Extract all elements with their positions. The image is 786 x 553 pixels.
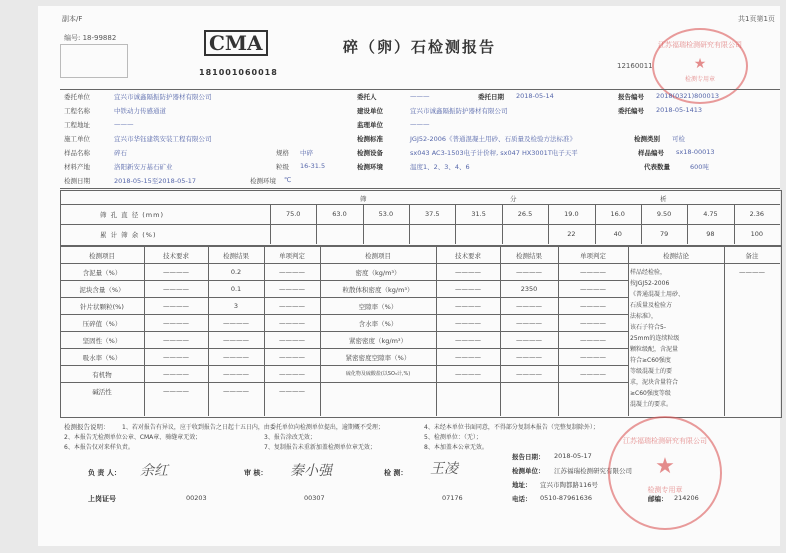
sieve-divider [687, 204, 688, 244]
tests-row-divider [60, 297, 628, 298]
category-label: 检测类别 [634, 135, 660, 143]
tests-right-item-cell: 紧密密度（kg/m³） [348, 337, 408, 345]
note-7: 7、复制报告未重新加盖检测单位章无效； [264, 444, 376, 451]
page-number: 共1页第1页 [738, 15, 775, 23]
construct-label: 施工单位 [64, 135, 90, 143]
tests-header-cell: 技术要求 [163, 252, 189, 260]
tests-header-cell: 单项判定 [279, 252, 305, 260]
tests-row-divider [60, 348, 628, 349]
client-value: 宜兴市诚鑫隔振防护器材有限公司 [114, 93, 212, 101]
conclusion-line: 《普通混凝土用砂、 [630, 291, 685, 298]
sieve-cum-cell: 22 [567, 230, 576, 238]
tests-left-req-cell: ———— [163, 319, 189, 327]
tests-row-divider [60, 280, 628, 281]
project-label: 工程名称 [64, 107, 90, 115]
tests-left-req-cell: ———— [163, 370, 189, 378]
sample-name-value: 碎石 [114, 149, 127, 157]
size-value: 16-31.5 [300, 162, 326, 170]
conclusion-line: ≥C60强度等级 [630, 390, 671, 397]
copy-mark: 副本/F [62, 15, 83, 23]
zip-value: 214206 [674, 494, 699, 502]
tests-left-req-cell: ———— [163, 285, 189, 293]
tests-right-item-cell: 硫化物及硫酸盐(以SO₃计,%) [345, 371, 411, 377]
sieve-size-row-label: 筛 孔 直 径 (mm) [100, 211, 164, 219]
build-unit-value: 宜兴市诚鑫隔振防护器材有限公司 [410, 107, 508, 115]
tests-right-judge-cell: ———— [580, 353, 606, 361]
sieve-group-label-2: 分 [510, 195, 517, 203]
cert-number-3: 07176 [442, 494, 463, 502]
review-label: 审 核： [244, 469, 268, 477]
rep-qty-value: 600吨 [690, 163, 709, 171]
tests-right-req-cell: ———— [455, 353, 481, 361]
tests-right-res-cell: ———— [516, 268, 542, 276]
tests-right-res-cell: 2350 [520, 285, 538, 293]
remark-value: ———— [739, 268, 765, 276]
tests-row-divider [60, 365, 628, 366]
conclusion-line: 该石子符合5- [630, 324, 666, 331]
tests-right-req-cell: ———— [455, 285, 481, 293]
entrust-date-label: 委托日期 [478, 93, 504, 101]
category-value: 可检 [672, 135, 685, 143]
temp-label: 检测环境 [250, 177, 276, 185]
sieve-group-label-3: 析 [660, 195, 667, 203]
sieve-size-cell: 63.0 [332, 210, 347, 218]
site-label: 工程地址 [64, 121, 90, 129]
temp-value: ℃ [284, 176, 292, 184]
doc-number: 编号: 18-99882 [64, 34, 117, 42]
tests-left-item-cell: 坚固性（%） [82, 337, 122, 345]
entrust-person-label: 委托人 [357, 93, 377, 101]
tests-left-item-cell: 含泥量（%） [82, 269, 122, 277]
sieve-size-cell: 9.50 [656, 210, 672, 218]
sieve-size-cell: 2.36 [749, 210, 765, 218]
tests-header-cell: 检测项目 [365, 252, 391, 260]
conclusion-line: 符合≥C60强度 [630, 357, 671, 364]
build-unit-label: 建设单位 [357, 107, 383, 115]
sample-code-label: 样品编号 [638, 149, 664, 157]
bottom-seal [608, 416, 722, 530]
tests-header-cell: 检测项目 [89, 252, 115, 260]
sieve-cum-cell: 40 [613, 230, 622, 238]
tests-row-divider [60, 263, 628, 264]
tests-left-item-cell: 泥块含量（%） [79, 286, 125, 294]
equipment-label: 检测设备 [357, 149, 383, 157]
sample-name-label: 样品名称 [64, 149, 90, 157]
tests-left-res-cell: 0.2 [230, 268, 242, 276]
top-seal-sub: 检测专用章 [684, 76, 715, 83]
equipment-value: sx043 AC3-1503电子计价秤, sx047 HX3001T电子天平 [410, 149, 578, 157]
tests-left-judge-cell: ———— [279, 285, 305, 293]
tests-row-divider [60, 314, 628, 315]
date-label: 检测日期 [64, 177, 90, 185]
cert-number-1: 00203 [186, 494, 207, 502]
report-date-label: 报告日期： [512, 453, 545, 461]
test-signature: 王凌 [430, 461, 458, 477]
tests-left-res-cell: ———— [223, 319, 249, 327]
note-8: 8、本加盖本公章无效。 [424, 444, 488, 451]
size-label: 粒级 [276, 163, 289, 171]
supervisor-value: ——— [410, 120, 430, 128]
tests-right-item-cell: 含水率（%） [358, 320, 398, 328]
tests-header-cell: 技术要求 [455, 252, 481, 260]
site-value: ——— [114, 120, 134, 128]
bottom-seal-text: 江苏福瑞检测研究有限公司 [623, 437, 707, 445]
unit-label: 检测单位： [512, 467, 545, 475]
note-1: 1、若对报告有异议，应于收到报告之日起十五日内，由委托单位向检测单位提出，逾期概不受理； [122, 424, 384, 431]
client-label: 委托单位 [64, 93, 90, 101]
tests-right-judge-cell: ———— [580, 370, 606, 378]
origin-label: 材料产地 [64, 163, 90, 171]
note-2: 2、本报告无检测单位公章、CMA章、骑缝章无效； [64, 434, 202, 441]
tests-row-divider [60, 382, 628, 383]
tests-right-res-cell: ———— [516, 336, 542, 344]
top-seal-text: 江苏福瑞检测研究有限公司 [658, 41, 742, 49]
tests-header-cell: 检测结论 [663, 252, 689, 260]
address-label: 地址： [512, 481, 532, 489]
unit-value: 江苏福瑞检测研究有限公司 [554, 467, 632, 475]
tests-right-req-cell: ———— [455, 336, 481, 344]
rep-qty-label: 代表数量 [644, 163, 670, 171]
tests-conclusion-divider [628, 263, 780, 264]
blank-box [60, 44, 128, 78]
top-seal-star: ★ [693, 56, 707, 72]
conclusion-line: 求，泥块含量符合 [630, 379, 679, 386]
tests-left-item-cell: 压碎值（%） [82, 320, 122, 328]
project-value: 中铁动力传感通道 [114, 107, 166, 115]
tests-left-res-cell: ———— [223, 387, 249, 395]
tests-row-divider [60, 331, 628, 332]
conclusion-line: 按JGJ52-2006 [630, 280, 670, 287]
note-4: 4、未经本单位书面同意，不得部分复制本报告（完整复制除外）； [424, 424, 599, 431]
cert-label: 上岗证号 [88, 495, 116, 503]
test-label: 检 测： [384, 469, 408, 477]
note-3: 3、报告涂改无效； [264, 434, 316, 441]
tests-right-judge-cell: ———— [580, 336, 606, 344]
sample-code-value: sx18-00013 [676, 148, 715, 156]
bottom-seal-star: ★ [655, 454, 675, 479]
bottom-seal-sub: 检测专用章 [647, 486, 683, 494]
cma-cert-number: 181001060018 [199, 68, 278, 77]
tests-left-res-cell: 0.1 [230, 285, 242, 293]
tests-left-res-cell: ———— [223, 370, 249, 378]
tests-left-res-cell: ———— [223, 353, 249, 361]
sieve-cum-row-label: 累 计 筛 余 (%) [100, 231, 157, 239]
tests-right-res-cell: ———— [516, 353, 542, 361]
tests-right-item-cell: 密度（kg/m³） [355, 269, 401, 277]
barcode-number: 12160011 [617, 62, 653, 70]
sieve-divider [641, 204, 642, 244]
tests-left-req-cell: ———— [163, 268, 189, 276]
sieve-divider [363, 204, 364, 244]
sample-no-label: 委托编号 [618, 107, 644, 115]
sieve-divider [316, 204, 317, 244]
address-value: 宜兴市陶都路116号 [540, 481, 598, 489]
report-title: 碎（卵）石检测报告 [343, 38, 497, 56]
tests-left-res-cell: 3 [233, 302, 239, 310]
sieve-group-label-1: 筛 [360, 195, 367, 203]
tests-left-judge-cell: ———— [279, 268, 305, 276]
tests-left-judge-cell: ———— [279, 387, 305, 395]
tests-left-req-cell: ———— [163, 387, 189, 395]
sieve-size-cell: 31.5 [471, 210, 486, 218]
standard-label: 检测标准 [357, 135, 383, 143]
sieve-size-cell: 53.0 [378, 210, 394, 218]
env-label: 检测环境 [357, 163, 383, 171]
conclusion-line: 混凝土的要求。 [630, 401, 673, 408]
sieve-size-cell: 37.5 [425, 210, 440, 218]
approve-label: 负 责 人： [88, 469, 121, 477]
cma-logo: CMA [204, 30, 268, 56]
date-value: 2018-05-15至2018-05-17 [114, 177, 197, 185]
zip-label: 邮编： [648, 495, 668, 503]
grade-label: 规格 [276, 149, 289, 157]
tests-col-divider [628, 246, 629, 416]
sieve-size-cell: 26.5 [517, 210, 533, 218]
sieve-divider [502, 204, 503, 244]
report-paper [38, 6, 780, 546]
tests-left-item-cell: 针片状颗粒(%) [80, 303, 124, 311]
tests-right-req-cell: ———— [455, 370, 481, 378]
tel-label: 电话： [512, 495, 532, 503]
tel-value: 0510-87961636 [540, 494, 592, 502]
tests-right-res-cell: ———— [516, 302, 542, 310]
standard-value: JGJ52-2006《普通混凝土用砂、石质量及检验方法标准》 [410, 135, 577, 143]
tests-header-cell: 单项判定 [580, 252, 606, 260]
tests-left-judge-cell: ———— [279, 302, 305, 310]
conclusion-line: 样品经检验， [630, 269, 667, 276]
supervisor-label: 监理单位 [357, 121, 383, 129]
tests-left-req-cell: ———— [163, 302, 189, 310]
tests-right-req-cell: ———— [455, 268, 481, 276]
env-value: 温度1、2、3、4、6 [410, 163, 470, 171]
tests-header-cell: 备注 [745, 252, 759, 260]
conclusion-line: 颗粒级配，含泥量 [630, 346, 679, 353]
sieve-divider [409, 204, 410, 244]
notes-label: 检测报告说明： [64, 423, 110, 431]
grade-value: 中碎 [300, 149, 313, 157]
sieve-divider [595, 204, 596, 244]
review-signature: 秦小强 [290, 463, 332, 479]
sieve-cum-cell: 79 [659, 230, 669, 238]
sieve-divider [455, 204, 456, 244]
report-no-label: 报告编号 [618, 93, 644, 101]
tests-left-item-cell: 吸水率（%） [82, 354, 122, 362]
tests-right-item-cell: 空隙率（%） [358, 303, 398, 311]
tests-left-item-cell: 碱活性 [92, 388, 112, 396]
sieve-cum-cell: 100 [750, 230, 764, 238]
sieve-divider [548, 204, 549, 244]
tests-right-req-cell: ———— [455, 302, 481, 310]
tests-right-req-cell: ———— [455, 319, 481, 327]
tests-left-judge-cell: ———— [279, 336, 305, 344]
cert-number-2: 00307 [304, 494, 325, 502]
tests-right-item-cell: 紧密密度空隙率（%） [345, 354, 411, 362]
conclusion-line: 25mm的连续粒级 [630, 335, 680, 342]
sieve-cum-cell: 98 [706, 230, 715, 238]
sieve-size-cell: 75.0 [285, 210, 301, 218]
entrust-date-value: 2018-05-14 [516, 92, 554, 100]
tests-right-item-cell: 粒散体积密度（kg/m³） [342, 286, 414, 294]
sieve-size-cell: 19.0 [564, 210, 579, 218]
sample-no-value: 2018-05-1413 [656, 106, 703, 114]
note-5: 5、检测单位：（无）； [424, 434, 482, 441]
tests-right-judge-cell: ———— [580, 285, 606, 293]
note-6: 6、本报告仅对来样负责。 [64, 444, 134, 451]
tests-right-judge-cell: ———— [580, 319, 606, 327]
tests-left-judge-cell: ———— [279, 353, 305, 361]
tests-header-cell: 检测结果 [223, 252, 249, 260]
conclusion-line: 法标准》， [630, 313, 658, 320]
entrust-person-value: ——— [410, 92, 430, 100]
report-date-value: 2018-05-17 [554, 452, 592, 460]
report-no-value: 2018(0321)800013 [656, 92, 719, 100]
tests-left-req-cell: ———— [163, 353, 189, 361]
approve-signature: 余红 [140, 463, 168, 479]
conclusion-line: 等级混凝土的要 [630, 368, 673, 375]
tests-left-judge-cell: ———— [279, 370, 305, 378]
tests-left-req-cell: ———— [163, 336, 189, 344]
tests-right-res-cell: ———— [516, 370, 542, 378]
tests-left-item-cell: 有机物 [92, 371, 112, 379]
tests-header-cell: 检测结果 [516, 252, 542, 260]
conclusion-line: 石质量及检验方 [630, 302, 673, 309]
tests-left-judge-cell: ———— [279, 319, 305, 327]
tests-right-judge-cell: ———— [580, 302, 606, 310]
tests-left-res-cell: ———— [223, 336, 249, 344]
construct-value: 宜兴市华钰建筑安装工程有限公司 [114, 135, 212, 143]
sieve-size-cell: 16.0 [610, 210, 625, 218]
tests-right-res-cell: ———— [516, 319, 542, 327]
sieve-size-cell: 4.75 [703, 210, 718, 218]
origin-value: 洛阳新安万基石矿业 [114, 163, 173, 171]
tests-right-judge-cell: ———— [580, 268, 606, 276]
sieve-divider [734, 204, 735, 244]
